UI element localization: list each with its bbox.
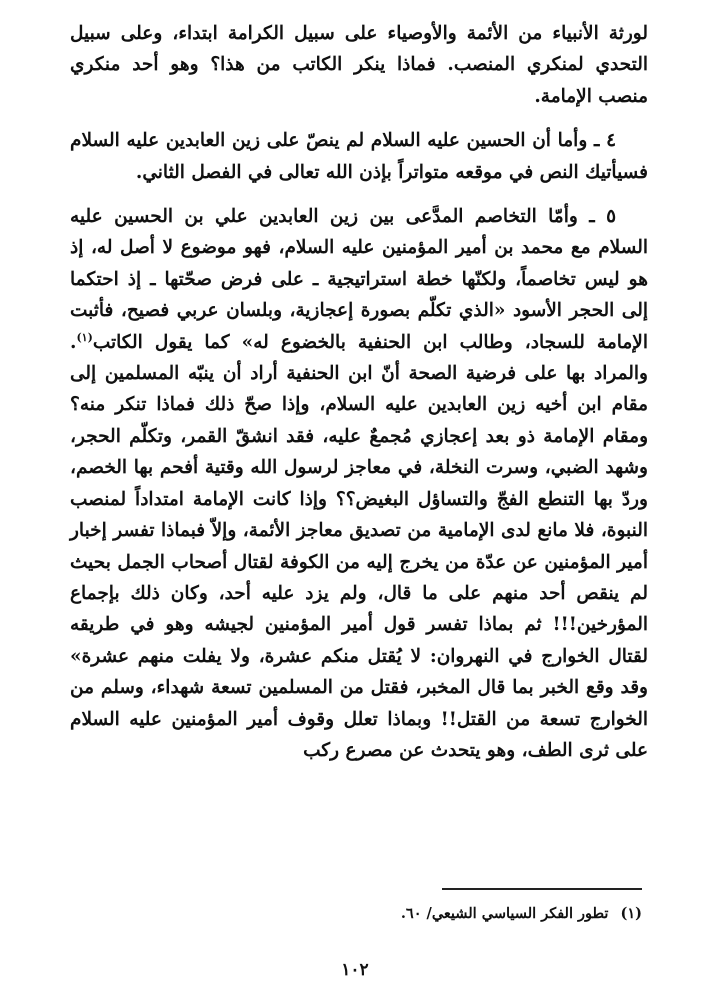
footnote-reference[interactable]: (١) bbox=[76, 330, 93, 344]
paragraph-1: لورثة الأنبياء من الأئمة والأوصياء على سبيل الكرامة ابتداء، وعلى سبيل التحدي لمنكري المنصب. فماذا ينكر الكاتب من هذا؟ وهو أحد منكري منصب الإمامة. bbox=[70, 23, 648, 107]
paragraph-3-text: ٥ ـ وأمّا التخاصم المدَّعى بين زين العابدين علي بن الحسين عليه السلام مع محمد بن أمير المؤمنين عليه السلام، فهو موضوع لا أصل له، إذ هو ليس تخاصماً، ولكنّها خطة استراتيجية ـ على فرض صحّتها ـ إذ احتكما إلى الحجر الأسود «الذي تكلّم بصورة إعجازية، وبلسان عربي فصيح، فأثبت الإمامة للسجاد، وطالب ابن الحنفية بالخضوع له» كما يقول الكاتب bbox=[70, 206, 648, 353]
paragraph-2: ٤ ـ وأما أن الحسين عليه السلام لم ينصّ على زين العابدين عليه السلام فسيأتيك النص في موقعه متواتراً بإذن الله تعالى في الفصل الثاني. bbox=[70, 130, 648, 183]
footnote-divider bbox=[442, 888, 642, 890]
footnote bbox=[401, 905, 642, 922]
paragraph-3 bbox=[70, 201, 648, 766]
page-number: ١٠٢ bbox=[341, 960, 369, 980]
page-body bbox=[70, 18, 648, 766]
footnote-number: (١) bbox=[620, 905, 642, 922]
footnote-text: تطور الفكر السياسي الشيعي/ ٦٠. bbox=[400, 905, 609, 922]
paragraph-3-continuation: . والمراد بها على فرضية الصحة أنّ ابن الحنفية أراد أن ينبّه المسلمين إلى مقام ابن أخيه زين العابدين عليه السلام، وإذا صحّ ذلك فماذا تنكر منه؟ ومقام الإمامة ذو بعد إعجازي مُجمعٌ عليه، فقد انشقّ القمر، وتكلّم الحجر، وشهد الضبي، وسرت النخلة، في معاجز لرسول الله وقتية أفحم بها الخصم، وردّ بها التنطع الفجّ والتساؤل البغيض؟؟ وإذا كانت الإمامة امتداداً لمنصب النبوة، فلا مانع لدى الإمامية من تصديق معاجز الأئمة، وإلاّ فبماذا تفسر إخبار أمير المؤمنين عن عدّة من يخرج إليه من الكوفة لقتال أصحاب الجمل بحيث لم ينقص أحد منهم على ما قال، ولم يزد عليه أحد، وكان ذلك بإجماع المؤرخين!!! ثم بماذا تفسر قول أمير المؤمنين لجيشه وهو في طريقه لقتال الخوارج في النهروان: لا يُقتل منكم عشرة، ولا يفلت منهم عشرة» وقد وقع الخبر بما قال المخبر، فقتل من المسلمين تسعة شهداء، وسلم من الخوارج تسعة من القتل!! وبماذا تعلل وقوف أمير المؤمنين عليه السلام على ثرى الطف، وهو يتحدث عن مصرع ركب bbox=[70, 331, 648, 761]
